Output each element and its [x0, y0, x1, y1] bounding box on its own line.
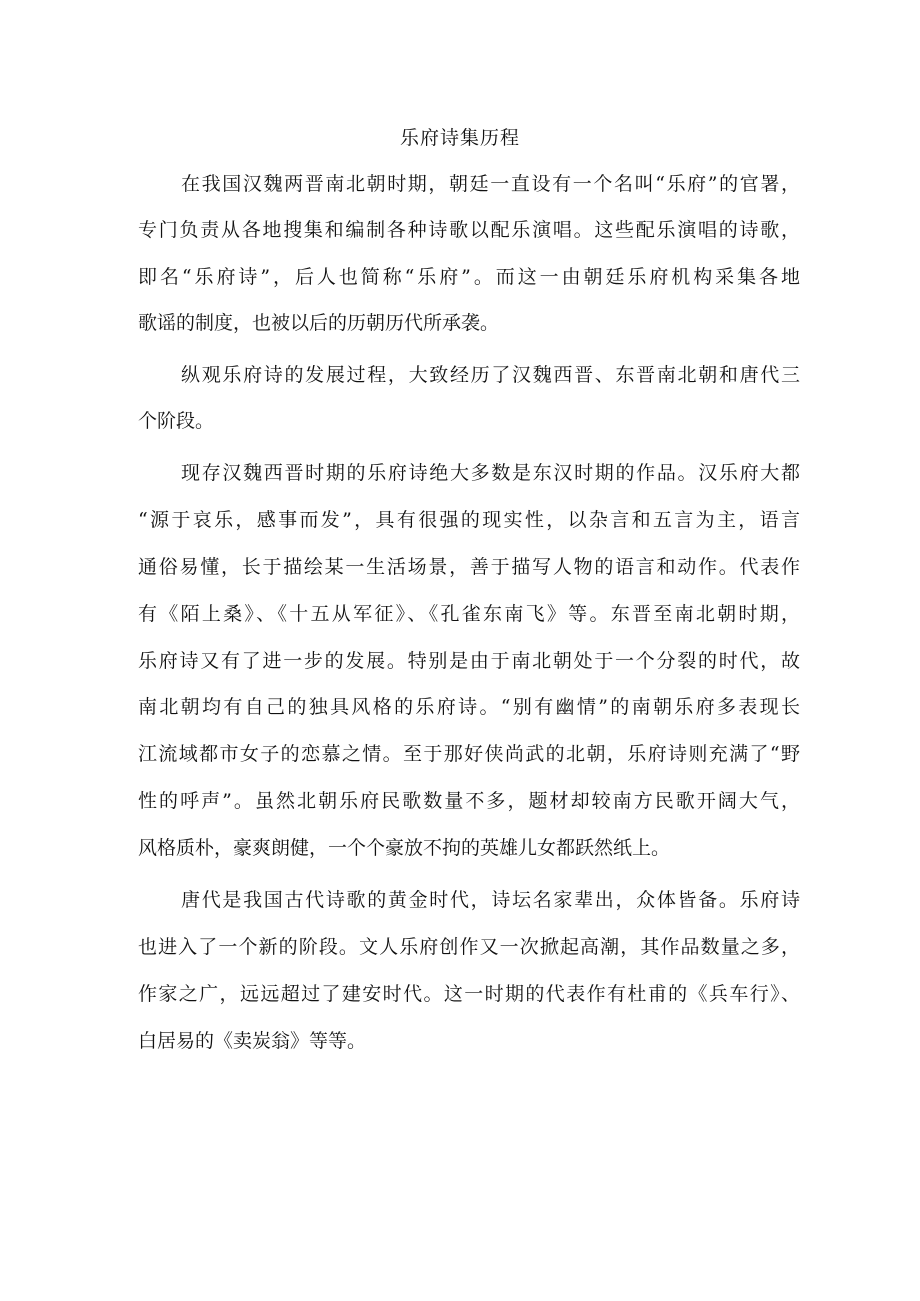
paragraph-4-line-3: 作家之广，远远超过了建安时代。这一时期的代表作有杜甫的《兵车行》、 [138, 983, 800, 1005]
paragraph-4-line-4: 白居易的《卖炭翁》等等。 [138, 1030, 367, 1052]
paragraph-1-line-3: 即名“乐府诗”，后人也简称“乐府”。而这一由朝廷乐府机构采集各地 [138, 266, 800, 288]
paragraph-2-line-1: 纵观乐府诗的发展过程，大致经历了汉魏西晋、东晋南北朝和唐代三 [181, 364, 800, 386]
paragraph-3-line-9: 风格质朴，豪爽朗健，一个个豪放不拘的英雄儿女都跃然纸上。 [138, 837, 671, 859]
paragraph-3-line-1: 现存汉魏西晋时期的乐府诗绝大多数是东汉时期的作品。汉乐府大都 [181, 462, 800, 484]
paragraph-3-line-2: “源于哀乐，感事而发”，具有很强的现实性，以杂言和五言为主，语言 [138, 509, 800, 531]
document-title: 乐府诗集历程 [399, 127, 520, 149]
paragraph-3-line-3: 通俗易懂，长于描绘某一生活场景，善于描写人物的语言和动作。代表作 [138, 556, 800, 578]
paragraph-3-line-5: 乐府诗又有了进一步的发展。特别是由于南北朝处于一个分裂的时代，故 [138, 650, 800, 672]
paragraph-3-line-8: 性的呼声”。虽然北朝乐府民歌数量不多，题材却较南方民歌开阔大气， [138, 790, 800, 812]
paragraph-4-line-2: 也进入了一个新的阶段。文人乐府创作又一次掀起高潮，其作品数量之多， [138, 936, 800, 958]
paragraph-3-line-6: 南北朝均有自己的独具风格的乐府诗。“别有幽情”的南朝乐府多表现长 [138, 696, 800, 718]
paragraph-2-line-2: 个阶段。 [138, 410, 215, 432]
paragraph-1-line-1: 在我国汉魏两晋南北朝时期，朝廷一直设有一个名叫“乐府”的官署， [181, 173, 800, 195]
paragraph-4-line-1: 唐代是我国古代诗歌的黄金时代，诗坛名家辈出，众体皆备。乐府诗 [181, 889, 800, 911]
paragraph-1-line-2: 专门负责从各地搜集和编制各种诗歌以配乐演唱。这些配乐演唱的诗歌， [138, 219, 800, 241]
paragraph-1-line-4: 歌谣的制度，也被以后的历朝历代所承袭。 [138, 312, 500, 334]
paragraph-3-line-4: 有《陌上桑》、《十五从军征》、《孔雀东南飞》等。东晋至南北朝时期， [138, 603, 800, 625]
paragraph-3-line-7: 江流域都市女子的恋慕之情。至于那好侠尚武的北朝，乐府诗则充满了“野 [138, 743, 800, 765]
